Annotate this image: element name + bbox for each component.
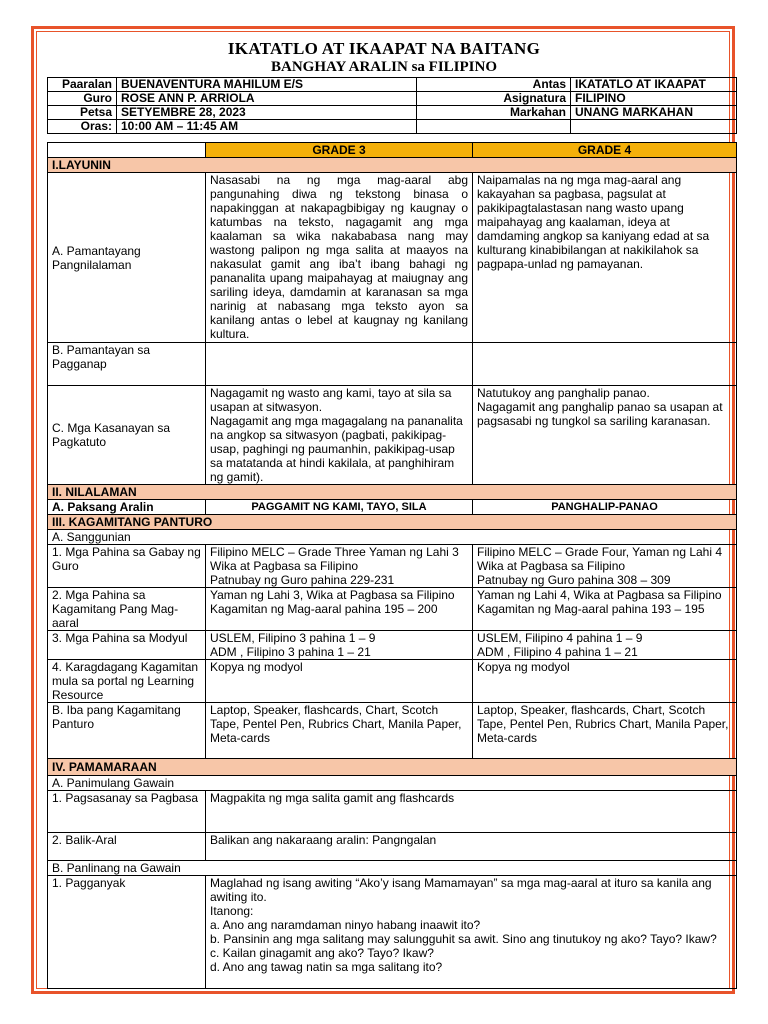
grade4-cell [473,343,737,386]
row-label: A. Panimulang Gawain [48,776,737,791]
row-pamantayan-sa-pagganap [48,343,737,386]
grade3-cell: USLEM, Filipino 3 pahina 1 – 9 ADM , Filipino 3 pahina 1 – 21 [206,631,473,660]
grade3-cell [206,343,473,386]
grade4-cell: USLEM, Filipino 4 pahina 1 – 9 ADM , Filipino 4 pahina 1 – 21 [473,631,737,660]
row-kagamitang-pang-mag-aaral [48,588,737,631]
grade4-cell: Natutukoy ang panghalip panao. Nagagamit ang panghalip panao sa usapan at pagsasabi ng tungkol sa sariling karanasan. [473,386,737,485]
row-label: B. Panlinang na Gawain [48,861,737,876]
grade3-topic: PAGGAMIT NG KAMI, TAYO, SILA [206,500,473,515]
row-paksang-aralin [48,500,737,515]
row-label: B. Pamantayan sa Pagganap [48,343,206,386]
row-balik-aral [48,833,737,861]
row-karagdagang-kagamitan [48,660,737,703]
section-layunin [48,158,737,173]
oras-label: Oras: [48,120,117,134]
row-label: 4. Karagdagang Kagamitan mula sa portal ng Learning Resource [48,660,206,703]
grade3-cell: Filipino MELC – Grade Three Yaman ng Lahi 3 Wika at Pagbasa sa Filipino Patnubay ng Guro pahina 229-231 [206,545,473,588]
row-label: 1. Pagsasanay sa Pagbasa [48,791,206,833]
empty-cell [417,120,571,134]
antas-label: Antas [417,78,571,92]
empty-cell [48,143,206,158]
antas-value: IKATATLO AT IKAAPAT [571,78,737,92]
grade4-cell: Naipamalas na ng mga mag-aaral ang kakayahan sa pagbasa, pagsulat at pakikipagtalastasan nang wasto upang maipahayag ang kaalaman, ideya at damdaming angkop sa kaniyang edad at sa kulturang kinabibilangan at nakikilahok sa pagpapa-unlad ng pamayanan. [473,173,737,343]
grade3-header: GRADE 3 [206,143,473,158]
petsa-value: SETYEMBRE 28, 2023 [117,106,417,120]
document-title: IKATATLO AT IKAAPAT NA BAITANG [227,39,541,58]
grade4-cell: Laptop, Speaker, flashcards, Chart, Scotch Tape, Pentel Pen, Rubrics Chart, Manila Paper, Meta-cards [473,703,737,759]
row-modyul [48,631,737,660]
grade3-cell: Yaman ng Lahi 3, Wika at Pagbasa sa Filipino Kagamitan ng Mag-aaral pahina 195 – 200 [206,588,473,631]
grade4-cell: Yaman ng Lahi 4, Wika at Pagbasa sa Filipino Kagamitan ng Mag-aaral pahina 193 – 195 [473,588,737,631]
section-title: II. NILALAMAN [48,485,737,500]
row-label: A. Pamantayang Pangnilalaman [48,173,206,343]
row-label: 3. Mga Pahina sa Modyul [48,631,206,660]
row-label: 1. Mga Pahina sa Gabay ng Guro [48,545,206,588]
row-pagsasanay [48,791,737,833]
grade4-header: GRADE 4 [473,143,737,158]
row-label: A. Sanggunian [48,530,737,545]
section-nilalaman [48,485,737,500]
row-iba-pang-kagamitan [48,703,737,759]
asignatura-value: FILIPINO [571,92,737,106]
row-panlinang-na-gawain [48,861,737,876]
markahan-value: UNANG MARKAHAN [571,106,737,120]
info-table [47,77,737,134]
grade4-topic: PANGHALIP-PANAO [473,500,737,515]
grade4-cell: Filipino MELC – Grade Four, Yaman ng Lahi 4 Wika at Pagbasa sa Filipino Patnubay ng Guro pahina 308 – 309 [473,545,737,588]
row-pagganyak [48,876,737,989]
row-panimulang-gawain [48,776,737,791]
grade4-cell: Kopya ng modyol [473,660,737,703]
row-label: 1. Pagganyak [48,876,206,989]
row-pamantayang-pangnilalaman [48,173,737,343]
grade3-cell: Kopya ng modyol [206,660,473,703]
row-kasanayan [48,386,737,485]
guro-label: Guro [48,92,117,106]
section-pamamaraan [48,759,737,776]
grade3-cell: Nasasabi na ng mga mag-aaral abg pangunahing diwa ng tekstong binasa o napakinggan at nakapagbibigay ng kaugnay o katumbas na teksto, nagagamit ang mga kaalaman sa wika nakababasa nang may wastong palipon ng mga salita at maayos na nakasulat gamit ang iba’t ibang bahagi ng pananalita upang maipahayag at maiugnay ang sariling ideya, damdamin at karanasan sa mga narinig at nabasang mga teksto ayon sa kanilang antas o lebel at kaugnay ng kanilang kultura. [206,173,473,343]
paaralan-value: BUENAVENTURA MAHILUM E/S [117,78,417,92]
row-label: B. Iba pang Kagamitang Panturo [48,703,206,759]
document-subtitle: BANGHAY ARALIN sa FILIPINO [270,59,497,75]
grade3-cell: Nagagamit ng wasto ang kami, tayo at sila sa usapan at sitwasyon. Nagagamit ang mga magagalang na pananalita na angkop sa sitwasyon (pagbati, pakikipag-usap, paghingi ng paumanhin, pakikipag-usap sa matatanda at hindi kakilala, at panghihiram ng gamit). [206,386,473,485]
activity-cell: Magpakita ng mga salita gamit ang flashcards [206,791,737,833]
section-kagamitan [48,515,737,530]
row-gabay-ng-guro [48,545,737,588]
grade-header-row [48,143,737,158]
row-sanggunian [48,530,737,545]
oras-value: 10:00 AM – 11:45 AM [117,120,417,134]
paaralan-label: Paaralan [48,78,117,92]
section-title: I.LAYUNIN [48,158,737,173]
empty-cell [571,120,737,134]
guro-value: ROSE ANN P. ARRIOLA [117,92,417,106]
asignatura-label: Asignatura [417,92,571,106]
lesson-plan-table [47,142,737,989]
row-label: 2. Balik-Aral [48,833,206,861]
row-label: 2. Mga Pahina sa Kagamitang Pang Mag-aaral [48,588,206,631]
markahan-label: Markahan [417,106,571,120]
section-title: IV. PAMAMARAAN [48,759,737,776]
grade3-cell: Laptop, Speaker, flashcards, Chart, Scotch Tape, Pentel Pen, Rubrics Chart, Manila Paper, Meta-cards [206,703,473,759]
activity-cell: Balikan ang nakaraang aralin: Pangngalan [206,833,737,861]
petsa-label: Petsa [48,106,117,120]
section-title: III. KAGAMITANG PANTURO [48,515,737,530]
activity-cell: Maglahad ng isang awiting “Ako’y isang Mamamayan” sa mga mag-aaral at ituro sa kanila ang awiting ito. Itanong: a. Ano ang naramdaman ninyo habang inaawit ito? b. Pansinin ang mga salitang may salungguhit sa awit. Sino ang tinutukoy ng ako? Tayo? Ikaw? c. Kailan ginagamit ang ako? Tayo? Ikaw? d. Ano ang tawag natin sa mga salitang ito? [206,876,737,989]
row-label: C. Mga Kasanayan sa Pagkatuto [48,386,206,485]
row-label: A. Paksang Aralin [48,500,206,515]
